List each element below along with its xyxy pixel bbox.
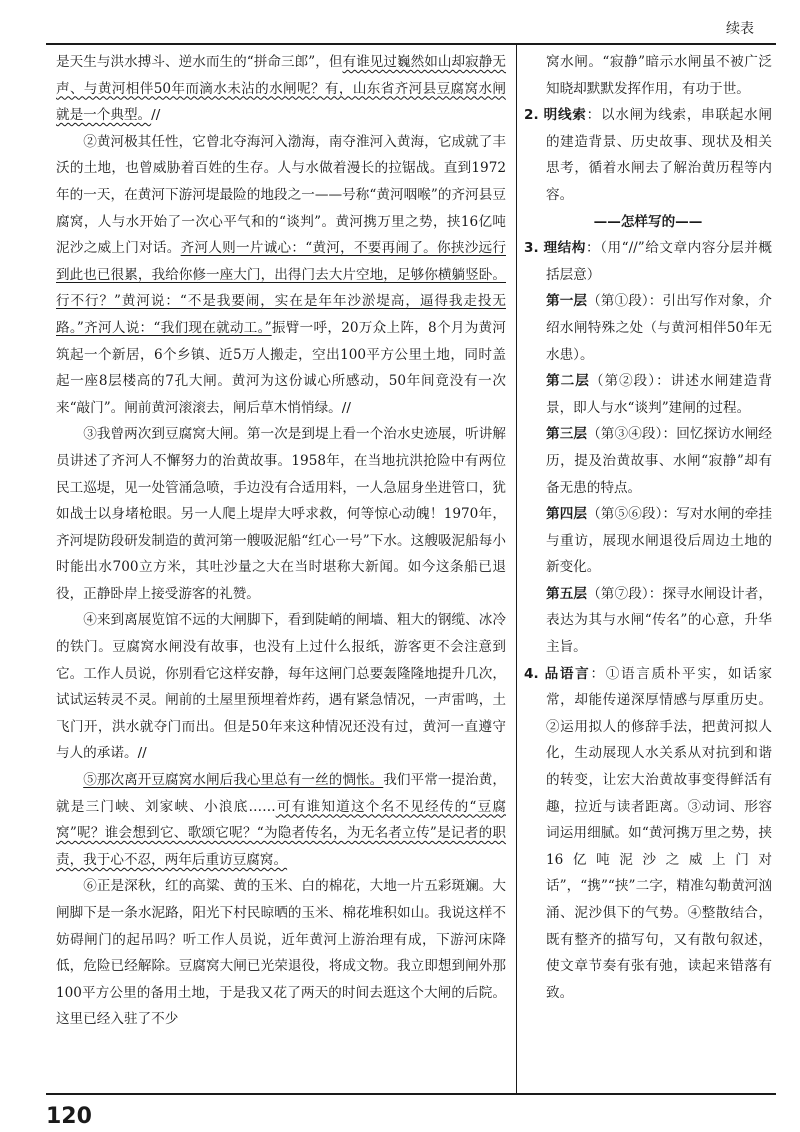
paragraph-2	[56, 129, 506, 422]
item-3-text: ：（用“//”给文章内容分层并概括层意）	[546, 240, 773, 283]
item-3-keyword: 理结构	[543, 240, 586, 257]
layer-5	[524, 581, 772, 661]
paragraph-5	[56, 767, 506, 873]
p4-text: ④来到离展览馆不远的大闸脚下，看到陡峭的闸墙、粗大的钢缆、冰冷的铁门。豆腐窝水闸没有故事，也没有上过什么报纸，游客更不会注意到它。工作人员说，你别看它这样安静，每年这闸门总要轰隆隆地提升几次，试试运转灵不灵。闸前的土屋里预埋着炸药，遇有紧急情况，一声雷鸣，土飞门开，洪水就夺门而出。但是50年来这种情况还没有过，黄河一直遵守与人的承诺。	[56, 612, 506, 762]
layer-2-text: （第②段）：讲述水闸建造背景，即人与水“谈判”建闸的过程。	[546, 373, 772, 416]
layer-1-title: 第一层	[546, 293, 588, 310]
item-4-keyword: 品语言	[544, 665, 591, 682]
item-1-continued: 窝水闸。“寂静”暗示水闸虽不被广泛知晓却默默发挥作用，有功于世。	[546, 54, 772, 97]
p1-layer-mark: //	[151, 107, 161, 124]
item-2-number: 2.	[524, 107, 539, 124]
how-written-heading: ——怎样写的——	[593, 213, 703, 230]
layer-3-text: （第③④段）：回忆探访水闸经历，提及治黄故事、水闸“寂静”却有备无患的特点。	[546, 426, 773, 496]
page-number: 120	[46, 1104, 92, 1129]
item-3-number: 3.	[524, 240, 539, 257]
continued-table-label: 续表	[726, 21, 754, 37]
p5-text-b: 我们平常一提治黄，就是三门峡、刘家峡、小浪底……	[56, 772, 506, 815]
layer-4	[524, 501, 772, 581]
layer-5-title: 第五层	[546, 585, 588, 602]
article-column	[56, 49, 506, 1033]
layer-3	[524, 421, 772, 501]
paragraph-3: ③我曾两次到豆腐窝大闸。第一次是到堤上看一个治水史迹展，听讲解员讲述了齐河人不懈努力的治黄故事。1958年，在当地抗洪抢险中有两位民工巡堤，见一处管涌急喷，手边没有合适用料，一人急屈身坐进管口，犹如战士以身堵枪眼。另一人爬上堤岸大呼求救，何等惊心动魄！1970年，齐河堤防段研发制造的黄河第一艘吸泥船“红心一号”下水。这艘吸泥船每小时能出水700立方米，其吐沙量之大在当时堪称大新闻。如今这条船已退役，正静卧岸上接受游客的礼赞。	[56, 426, 506, 602]
item-4	[524, 661, 772, 1007]
paragraph-4	[56, 607, 506, 767]
layer-2-title: 第二层	[546, 373, 590, 390]
layer-4-text: （第⑤⑥段）：写对水闸的牵挂与重访，展现水闸退役后周边土地的新变化。	[546, 506, 773, 576]
layer-5-text: （第⑦段）：探寻水闸设计者，表达为其与水闸“传名”的心意，升华主旨。	[546, 585, 773, 656]
two-column-table	[46, 43, 776, 1095]
paragraph-1-continued	[56, 49, 506, 129]
layer-1-text: （第①段）：引出写作对象，介绍水闸特殊之处（与黄河相伴50年无水患）。	[546, 293, 773, 363]
column-divider	[516, 45, 517, 1093]
analysis-column	[524, 49, 772, 1006]
p1-underlined-text: 有谁见过巍然如山却寂静无声、与黄河相伴50年而滴水未沾的水闸呢？有，山东省齐河县豆腐窝水闸就是一个典型。	[56, 54, 507, 124]
item-4-number: 4.	[524, 665, 539, 682]
layer-3-title: 第三层	[546, 426, 588, 443]
layer-2	[524, 368, 772, 421]
item-2	[524, 102, 772, 208]
item-4-text: ：①语言质朴平实，如话家常，却能传递深厚情感与厚重历史。②运用拟人的修辞手法，把黄河拟人化，生动展现人水关系从对抗到和谐的转变，让宏大治黄故事变得鲜活有趣，拉近与读者距离。③动词、形容词运用细腻。如“黄河携万里之势，挟16亿吨泥沙之威上门对话”，“携”“挟”二字，精准勾勒黄河汹涌、泥沙俱下的气势。④整散结合，既有整齐的描写句，又有散句叙述，使文章节奏有张有弛，读起来错落有致。	[546, 665, 772, 1001]
p2-layer-mark: //	[341, 399, 351, 416]
p1-text-a: 是天生与洪水搏斗、逆水而生的“拼命三郎”，但	[56, 54, 343, 70]
layer-1	[524, 288, 772, 368]
item-2-text: ：以水闸为线索，串联起水闸的建造背景、历史故事、现状及相关思考，循着水闸去了解治黄历程等内容。	[546, 107, 773, 203]
item-3	[524, 235, 772, 288]
p2-text-a: ②黄河极其任性，它曾北夺海河入渤海，南夺淮河入黄海，它成就了丰沃的土地，也曾威胁着百姓的生存。人与水做着漫长的拉锯战。直到1972年的一天，在黄河下游河堤最险的地段之一——号称“黄河咽喉”的齐河县豆腐窝，人与水开始了一次心平气和的“谈判”。黄河携万里之势，挟16亿吨泥沙之威上门对话。	[56, 133, 506, 257]
item-2-keyword: 明线索	[543, 107, 587, 124]
paragraph-6: ⑥正是深秋，红的高粱、黄的玉米、白的棉花，大地一片五彩斑斓。大闸脚下是一条水泥路，阳光下村民晾晒的玉米、棉花堆积如山。我说这样不妨碍闸门的起吊吗？听工作人员说，近年黄河上游治理有成，下游河床降低，危险已经解除。豆腐窝大闸已光荣退役，将成文物。我立即想到闸外那100平方公里的备用土地，于是我又花了两天的时间去逛这个大闸的后院。这里已经入驻了不少	[56, 878, 506, 1028]
p5-underlined-text-a: ⑤那次离开豆腐窝水闸后我心里总有一丝的惆怅。	[83, 772, 384, 789]
layer-4-title: 第四层	[546, 506, 588, 523]
p4-layer-mark: //	[137, 745, 147, 762]
p5-underlined-text-c: 可有谁知道这个名不见经传的“豆腐窝”呢？谁会想到它、歌颂它呢？“为隐者传名，为无名者立传”是记者的职责，我于心不忍，两年后重访豆腐窝。	[56, 798, 506, 868]
p2-underlined-text: 齐河人则一片诚心：“黄河，不要再闹了。你挟沙远行到此也已很累，我给你修一座大门，出得门去大片空地，足够你横躺竖卧。行不行？”黄河说：“不是我要闹，实在是年年沙淤堤高，逼得我走投无路。”齐河人说：“我们现在就动工。”	[56, 240, 506, 336]
p2-text-c: 振臂一呼，20万众上阵，8个月为黄河筑起一个新居，6个乡镇、近5万人搬走，空出100平方公里土地，同时盖起一座8层楼高的7孔大闸。黄河为这份诚心所感动，50年间竟没有一次来“敲门”。闸前黄河滚滚去，闸后草木悄悄绿。	[56, 319, 506, 416]
